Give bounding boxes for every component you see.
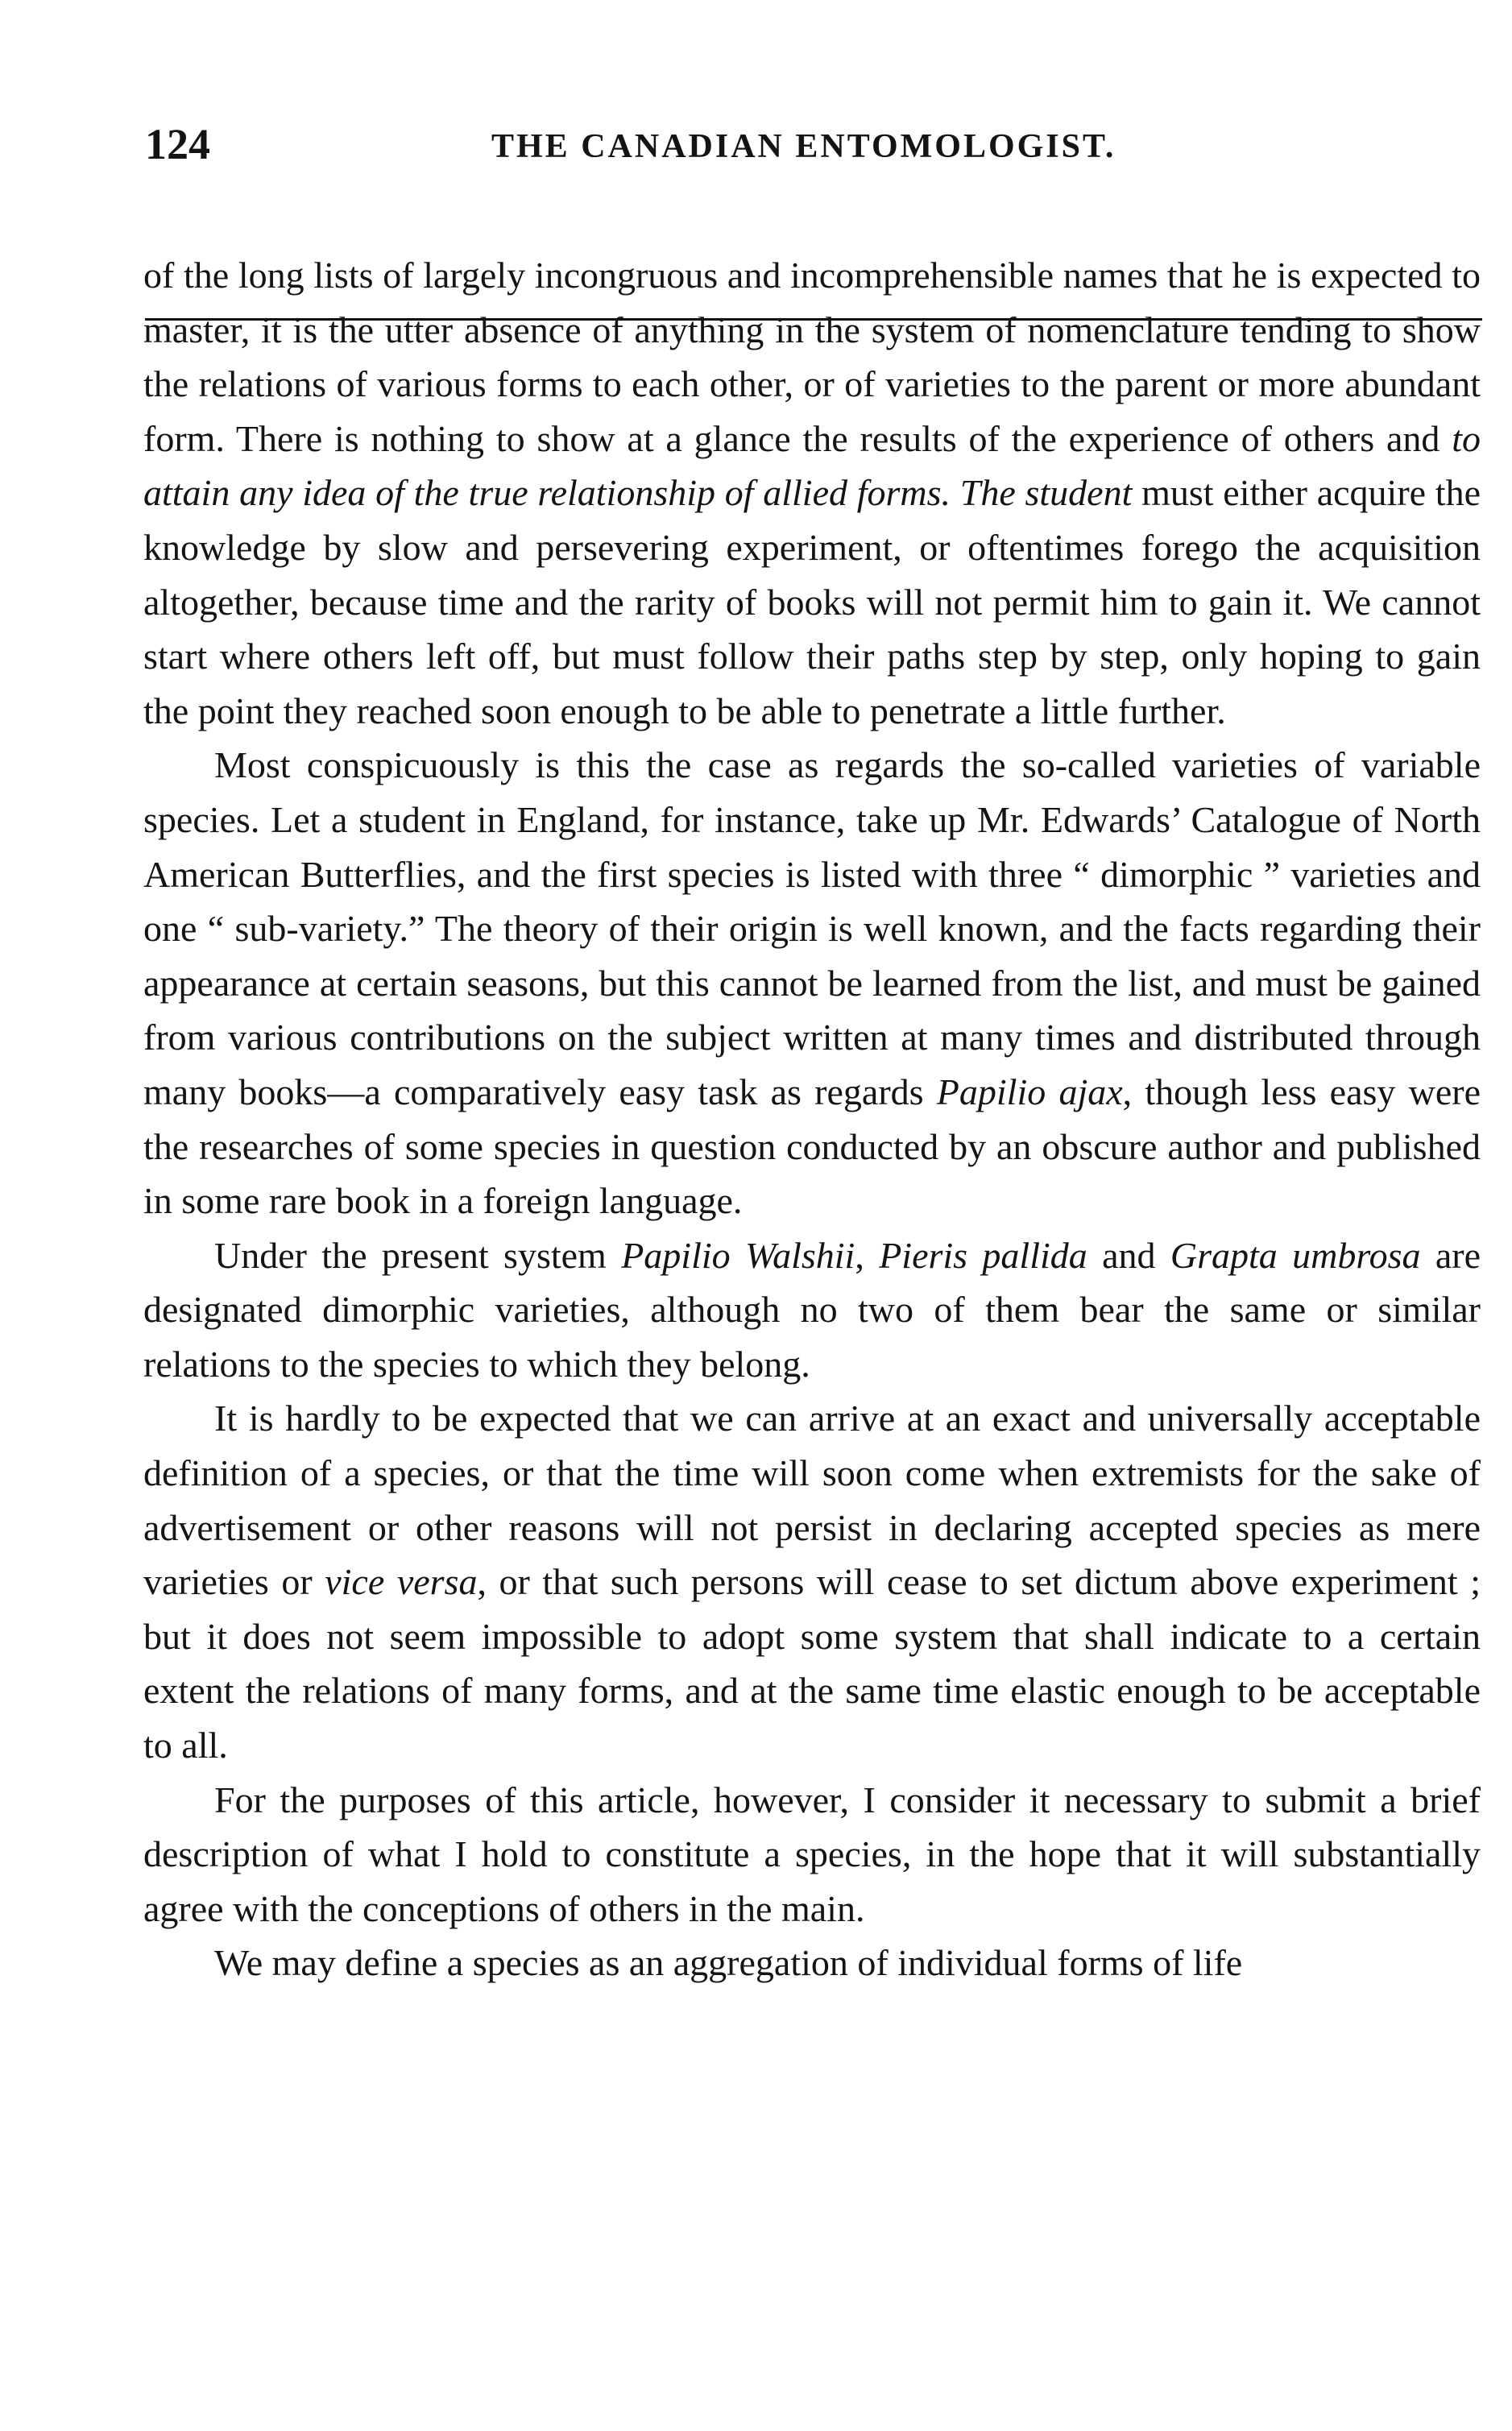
running-title: THE CANADIAN ENTOMOLOGIST. xyxy=(491,128,1116,165)
paragraph xyxy=(143,248,1481,738)
italic-segment: Papilio Walshii xyxy=(621,1234,855,1276)
text-segment: For the purposes of this article, however, I consider it necessary to submit a brief description of what I hold to constitute a species, in the hope that it will substantially agree with the conceptions of others in the main. xyxy=(143,1779,1481,1929)
italic-segment: vice versa xyxy=(325,1561,478,1603)
text-segment: It is hardly to be expected that we can arrive at an exact and universally acceptable definition of a species, or that the time will soon come when extremists for the sake of advertisement or other reasons will not persist in declaring accepted species as mere varieties or xyxy=(143,1398,1481,1603)
page-number: 124 xyxy=(145,120,210,168)
text-segment: must either acquire the knowledge by slow and persevering experiment, or oftentimes forego the acquisition altogether, because time and the rarity of books will not permit him to gain it. We cannot start where others left off, but must follow their paths step by step, only hoping to gain the point they reached soon enough to be able to penetrate a little further. xyxy=(143,472,1481,731)
text-segment: , or that such persons will cease to set dictum above experiment ; but it does not seem impossible to adopt some system that shall indicate to a certain extent the relations of many forms, and at the same time elastic enough to be acceptable to all. xyxy=(143,1561,1481,1766)
body-text xyxy=(143,248,1481,1990)
paragraph xyxy=(143,1391,1481,1772)
text-segment: are designated dimorphic varieties, although no two of them bear the same or similar relations to the species to which they belong. xyxy=(143,1234,1481,1385)
italic-segment: Grapta umbrosa xyxy=(1170,1234,1421,1276)
text-segment: of the long lists of largely incongruous and incomprehensible names that he is expected to master, it is the utter absence of anything in the system of nomenclature tending to show the relations of various forms to each other, or of varieties to the parent or more abundant form. There is nothing to show at a glance the results of the experience of others and xyxy=(143,255,1481,459)
text-segment: and xyxy=(1087,1234,1170,1276)
paragraph xyxy=(143,1936,1481,1990)
text-segment: We may define a species as an aggregation of individual forms of life xyxy=(214,1942,1243,1984)
italic-segment: Pieris pallida xyxy=(879,1234,1087,1276)
paragraph xyxy=(143,1228,1481,1392)
paragraph xyxy=(143,1773,1481,1936)
text-segment: Under the present system xyxy=(214,1234,622,1276)
text-segment: , though less easy were the researches of some species in question conducted by an obscure author and published in some rare book in a foreign language. xyxy=(143,1071,1481,1222)
italic-segment: Papilio ajax xyxy=(936,1071,1123,1112)
page-header xyxy=(129,113,1498,185)
text-segment: , xyxy=(855,1234,880,1276)
italic-segment: to attain any idea of the true relationship of allied forms. The student xyxy=(143,417,1481,514)
paragraph xyxy=(143,738,1481,1228)
page xyxy=(129,113,1498,1984)
text-segment: Most conspicuously is this the case as regards the so-called varieties of variable species. Let a student in England, for instance, take up Mr. Edwards’ Catalogue of North American Butterflies, and the first species is listed with three “ dimorphic ” varieties and one “ sub-variety.” The theory of their origin is well known, and the facts regarding their appearance at certain seasons, but this cannot be learned from the list, and must be gained from various contributions on the subject written at many times and distributed through many books—a comparatively easy task as regards xyxy=(143,744,1481,1112)
